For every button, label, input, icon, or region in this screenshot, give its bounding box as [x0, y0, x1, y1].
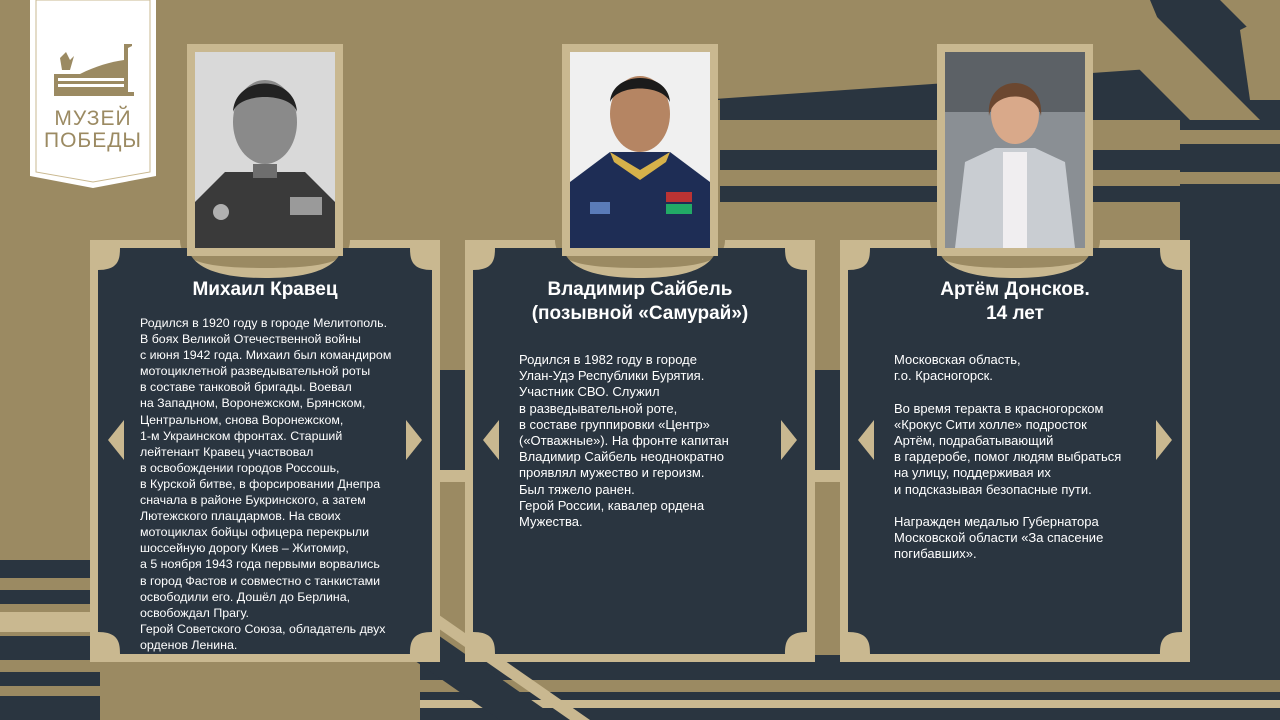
next-arrow-icon[interactable]	[406, 420, 422, 460]
prev-arrow-icon[interactable]	[858, 420, 874, 460]
card-text: Московская область, г.о. Красногорск. Во время теракта в красногорском «Крокус Сити холле» подросток Артём, подрабатывающий в гардеробе, помог людям выбраться на улицу, поддерживая их и подсказывая безопасные пути. Награжден медалью Губернатора Московской области «За спасение погибавших».	[894, 352, 1122, 562]
prev-arrow-icon[interactable]	[483, 420, 499, 460]
portrait-officer-ww2-icon	[195, 52, 335, 248]
card-title: Владимир Сайбель (позывной «Самурай»)	[531, 279, 749, 324]
hero-card-3	[840, 240, 1190, 662]
portrait-teenager-icon	[945, 52, 1085, 248]
card-text: Родился в 1920 году в городе Мелитополь. В боях Великой Отечественной войны с июня 1942 года. Михаил был командиром мотоциклетной разведывательной роты в составе танковой бригады. Воевал на Западном, Воронежском, Брянском, Центральном, снова Воронежском, 1-м Украинском фронтах. Старший лейтенант Кравец участвовал в освобождении городов Россошь, в Курской битве, в форсировании Днепра сначала в районе Букринского, а затем Лютежского плацдармов. На своих мотоциклах бойцы офицера перекрыли шоссейную дорогу Киев – Житомир, а 5 ноября 1943 года первыми ворвались в город Фастов и совместно с танкистами освободили его. Дошёл до Берлина, освобождал Прагу. Герой Советского Союза, обладатель двух орденов Ленина.	[140, 316, 392, 652]
card-title: Михаил Кравец	[192, 279, 338, 300]
logo-line2: ПОБЕДЫ	[43, 129, 143, 152]
logo-line1: МУЗЕЙ	[54, 107, 132, 130]
museum-logo	[30, 0, 156, 188]
portrait-officer-modern-icon	[570, 52, 710, 248]
logo-text	[30, 108, 156, 152]
portrait-photo-1	[187, 44, 343, 256]
next-arrow-icon[interactable]	[781, 420, 797, 460]
prev-arrow-icon[interactable]	[108, 420, 124, 460]
logo-banner-icon	[30, 0, 156, 188]
portrait-photo-3	[937, 44, 1093, 256]
next-arrow-icon[interactable]	[1156, 420, 1172, 460]
card-title: Артём Донсков. 14 лет	[940, 279, 1090, 324]
hero-card-2	[465, 240, 815, 662]
hero-card-1	[90, 240, 440, 662]
card-text: Родился в 1982 году в городе Улан-Удэ Республики Бурятия. Участник СВО. Служил в разведывательной роте, в составе группировки «Центр» («Отважные»). На фронте капитан Владимир Сайбель неоднократно проявлял мужество и героизм. Был тяжело ранен. Герой России, кавалер ордена Мужества.	[519, 352, 729, 530]
portrait-photo-2	[562, 44, 718, 256]
